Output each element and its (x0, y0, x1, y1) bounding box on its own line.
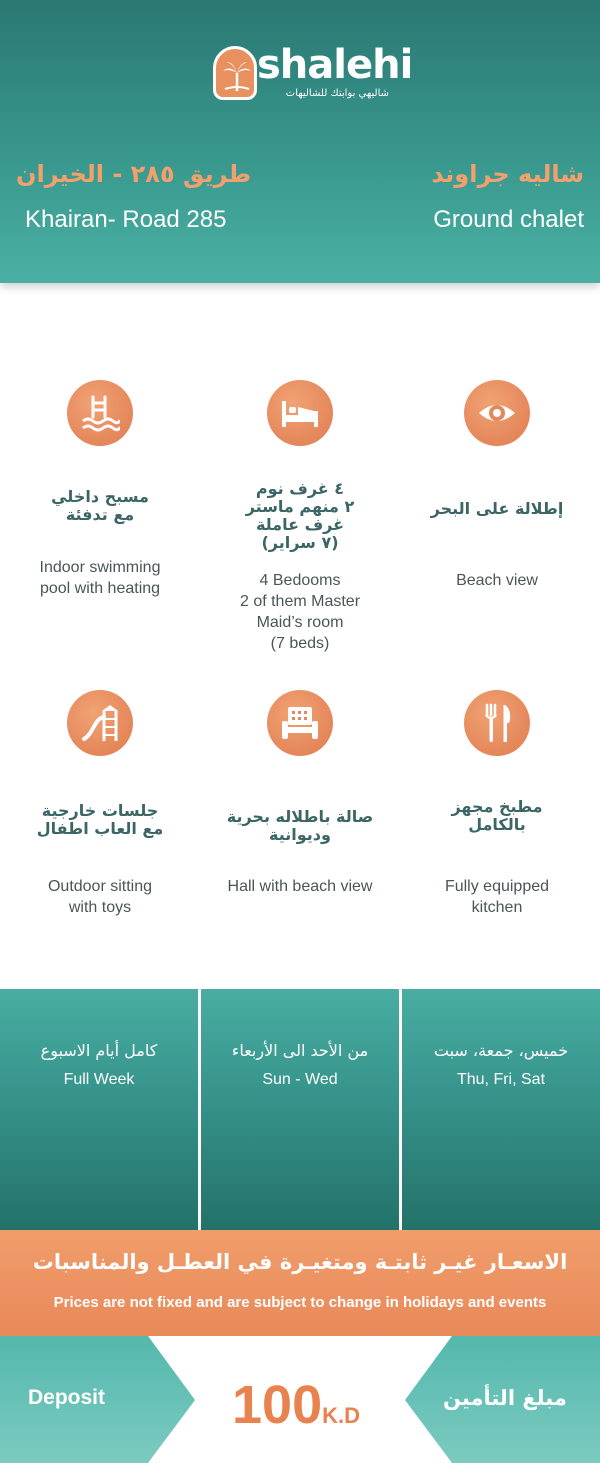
feature-label-english: Hall with beach view (227, 878, 373, 895)
brand-logo (213, 38, 413, 108)
pool-icon (67, 380, 133, 446)
price-column-weekend (402, 989, 600, 1230)
notice-english: Prices are not fixed and are subject to change in holidays and events (53, 1294, 547, 1311)
price-column-full-week (0, 989, 198, 1230)
fork-knife-icon (464, 690, 530, 756)
deposit-currency: K.D (322, 1403, 360, 1428)
feature-label-arabic: مسبح داخلي مع تدفئة (51, 487, 149, 524)
chalet-name-arabic: شاليه جراوند (431, 160, 584, 188)
sofa-icon (267, 690, 333, 756)
feature-label-arabic: جلسات خارجية مع العاب اطفال (36, 801, 164, 838)
deposit-label-english: Deposit (28, 1386, 106, 1409)
deposit-label-arabic: مبلغ التأمين (443, 1386, 567, 1410)
price-table (0, 989, 600, 1230)
eye-icon (464, 380, 530, 446)
feature-label-english: Beach view (456, 572, 538, 589)
address-arabic: طريق ٢٨٥ - الخيران (16, 160, 252, 188)
feature-label-arabic: صالة باطلاله بحرية وديوانية (226, 807, 374, 844)
brand-tagline: شاليهي بوابتك للشاليهات (285, 88, 389, 99)
price-label-english: Sun - Wed (262, 1071, 338, 1088)
chalet-name-english: Ground chalet (433, 206, 584, 233)
bed-icon (267, 380, 333, 446)
price-notice-banner (0, 1230, 600, 1336)
feature-label-english: Indoor swimming pool with heating (39, 559, 161, 597)
address-english: Khairan- Road 285 (25, 206, 227, 233)
feature-label-english: Outdoor sitting with toys (47, 878, 153, 916)
deposit-amount (232, 1374, 360, 1436)
notice-arabic: الاسعـار غيـر ثابتـة ومتغيـرة في العطـل والمناسبات (32, 1250, 568, 1274)
feature-label-english: 4 Bedooms 2 of them Master Maid’s room (7 beds) (239, 572, 361, 652)
deposit-section (0, 1336, 600, 1463)
feature-label-arabic: إطلالة على البحر (430, 499, 564, 518)
brand-name: shalehi (257, 42, 413, 88)
feature-label-arabic: ٤ غرف نوم ٢ منهم ماستر غرف عاملة (٧ سراير) (245, 479, 355, 552)
price-label-english: Full Week (63, 1071, 135, 1088)
price-label-arabic: كامل أيام الاسبوع (40, 1041, 158, 1060)
header (0, 0, 600, 283)
feature-label-arabic: مطبخ مجهز بالكامل (451, 797, 543, 834)
playground-icon (67, 690, 133, 756)
price-label-english: Thu, Fri, Sat (456, 1071, 546, 1088)
price-column-weekdays (201, 989, 399, 1230)
palm-tree-icon (213, 46, 257, 100)
price-label-arabic: من الأحد الى الأربعاء (231, 1041, 369, 1060)
deposit-value: 100 (232, 1375, 323, 1435)
price-label-arabic: خميس، جمعة، سبت (433, 1041, 569, 1060)
feature-label-english: Fully equipped kitchen (444, 878, 550, 916)
